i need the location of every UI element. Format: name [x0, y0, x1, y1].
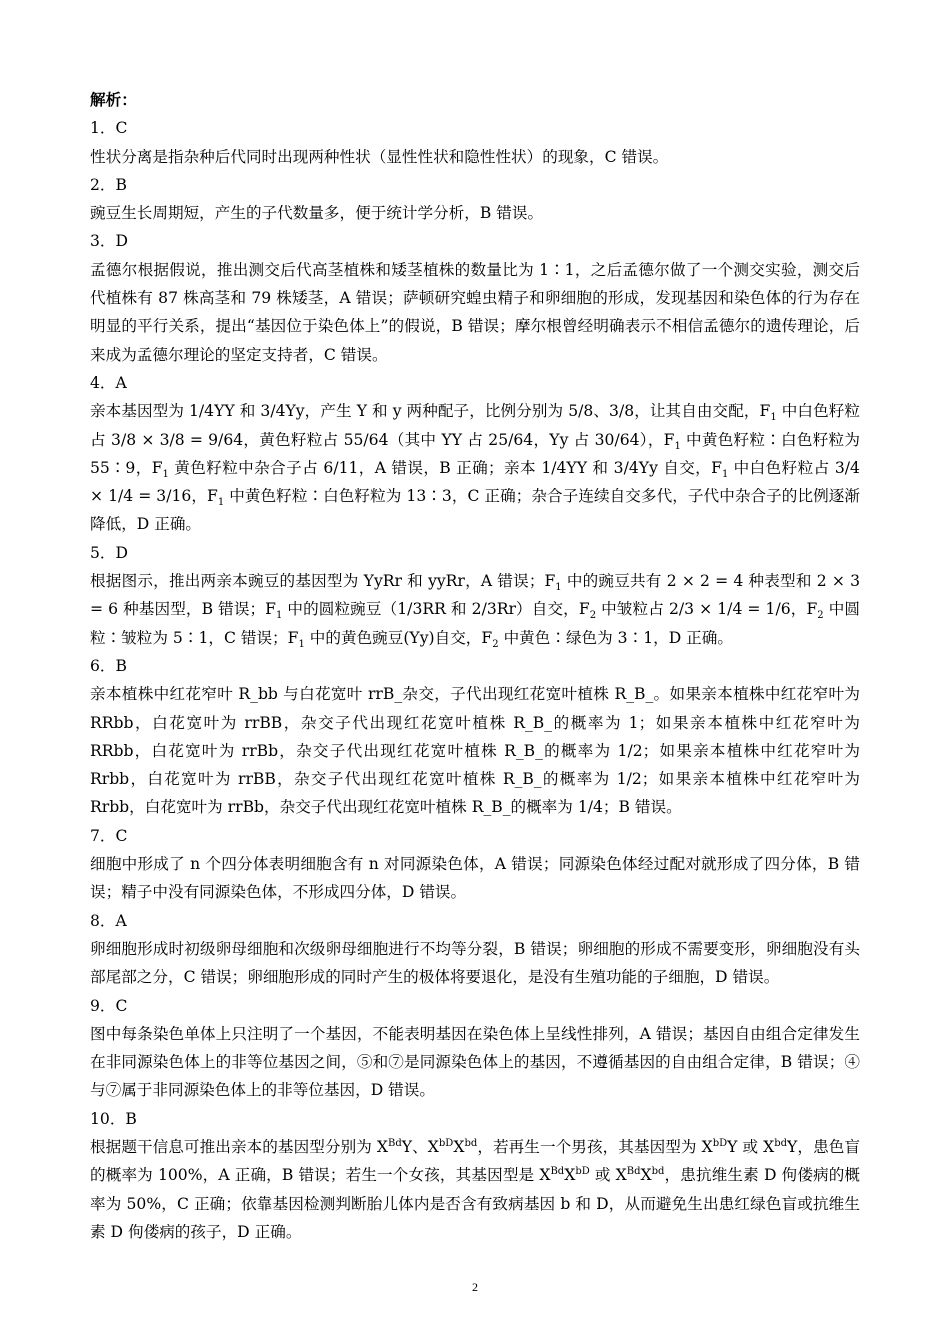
answer-number: 1．C [90, 119, 128, 138]
page-number: 2 [472, 1280, 478, 1294]
answer-number: 3．D [90, 232, 129, 251]
answer-explanation: 根据题干信息可推出亲本的基因型分别为 $X^{Bd}Y$、$X^{bD}X^{bd}$，若再生一个男孩，其基因型为 $X^{bD}Y$ 或 $X^{bd}Y$，患色盲的概率为 100%，A 正确，B 错误；若生一个女孩，其基因型是 $X^{Bd}X^{bD}$ 或 $X^{Bd}X^{bd}$，患抗维生素 D 佝偻病的概率为 50%，C 正确；依靠基因检测判断胎儿体内是否含有致病基因 b 和 D，从而避免生出患红绿色盲或抗维生素 D 佝偻病的孩子，D 正确。 [90, 1137, 861, 1241]
answer-number: 9．C [90, 996, 128, 1015]
answer-number: 8．A [90, 911, 127, 930]
answer-number: 2．B [90, 175, 127, 194]
answer-explanation: 性状分离是指杂种后代同时出现两种性状（显性性状和隐性性状）的现象，C 错误。 [90, 147, 669, 166]
answer-number: 4．A [90, 373, 127, 392]
answer-explanation: 亲本基因型为 1/4YY 和 3/4Yy，产生 Y 和 y 两种配子，比例分别为 5/8、3/8，让其自由交配，$F_1$ 中白色籽粒占 3/8 × 3/8 = 9/64，黄色籽粒占 55/64（其中 YY 占 25/64，Yy 占 30/64），$F_1$ 中黄色籽粒∶白色籽粒为 55∶9，$F_1$ 黄色籽粒中杂合子占 6/11，A 错误，B 正确；亲本 1/4YY 和 3/4Yy 自交，$F_1$ 中白色籽粒占 3/4 × 1/4 = 3/16，$F_1$ 中黄色籽粒∶白色籽粒为 13∶3，C 正确；杂合子连续自交多代，子代中杂合子的比例逐渐降低，D 正确。 [90, 402, 860, 534]
section-title: 解析： [90, 90, 137, 109]
answer-explanation: 细胞中形成了 n 个四分体表明细胞含有 n 对同源染色体，A 错误；同源染色体经过配对就形成了四分体，B 错误；精子中没有同源染色体，不形成四分体，D 错误。 [90, 855, 860, 902]
answer-explanation: 图中每条染色单体上只注明了一个基因，不能表明基因在染色体上呈线性排列，A 错误；基因自由组合定律发生在非同源染色体上的非等位基因之间，⑤和⑦是同源染色体上的基因，不遵循基因的自由组合定律，B 错误；④与⑦属于非同源染色体上的非等位基因，D 错误。 [90, 1024, 860, 1100]
answer-explanation: 亲本植株中红花窄叶 R_bb 与白花宽叶 rrB_杂交，子代出现红花宽叶植株 R_B_。如果亲本植株中红花窄叶为 RRbb，白花宽叶为 rrBB，杂交子代出现红花宽叶植株 R_B_的概率为 1；如果亲本植株中红花窄叶为 RRbb，白花宽叶为 rrBb，杂交子代出现红花宽叶植株 R_B_的概率为 1/2；如果亲本植株中红花窄叶为 Rrbb，白花宽叶为 rrBB，杂交子代出现红花宽叶植株 R_B_的概率为 1/2；如果亲本植株中红花窄叶为 Rrbb，白花宽叶为 rrBb，杂交子代出现红花宽叶植株 R_B_的概率为 1/4；B 错误。 [90, 685, 860, 817]
answer-explanation: 豌豆生长周期短，产生的子代数量多，便于统计学分析，B 错误。 [90, 204, 544, 223]
answer-number: 5．D [90, 543, 129, 562]
answer-explanation: 孟德尔根据假说，推出测交后代高茎植株和矮茎植株的数量比为 1∶1，之后孟德尔做了一个测交实验，测交后代植株有 87 株高茎和 79 株矮茎，A 错误；萨顿研究蝗虫精子和卵细胞的形成，发现基因和染色体的行为存在明显的平行关系，提出“基因位于染色体上”的假说，B 错误；摩尔根曾经明确表示不相信孟德尔的遗传理论，后来成为孟德尔理论的坚定支持者，C 错误。 [90, 260, 860, 364]
answer-number: 7．C [90, 826, 128, 845]
answer-number: 10．B [90, 1109, 137, 1128]
analysis-content [90, 86, 860, 1246]
answer-explanation: 根据图示，推出两亲本豌豆的基因型为 YyRr 和 yyRr，A 错误；$F_1$ 中的豌豆共有 2 × 2 = 4 种表型和 2 × 3 = 6 种基因型，B 错误；$F_1$ 中的圆粒豌豆（1/3RR 和 2/3Rr）自交，$F_2$ 中皱粒占 2/3 × 1/4 = 1/6，$F_2$ 中圆粒∶皱粒为 5∶1，C 错误；$F_1$ 中的黄色豌豆(Yy)自交，$F_2$ 中黄色∶绿色为 3∶1，D 正确。 [90, 572, 861, 650]
answer-explanation: 卵细胞形成时初级卵母细胞和次级卵母细胞进行不均等分裂，B 错误；卵细胞的形成不需要变形，卵细胞没有头部尾部之分，C 错误；卵细胞形成的同时产生的极体将要退化，是没有生殖功能的子细胞，D 错误。 [90, 939, 860, 987]
answer-number: 6．B [90, 656, 127, 675]
